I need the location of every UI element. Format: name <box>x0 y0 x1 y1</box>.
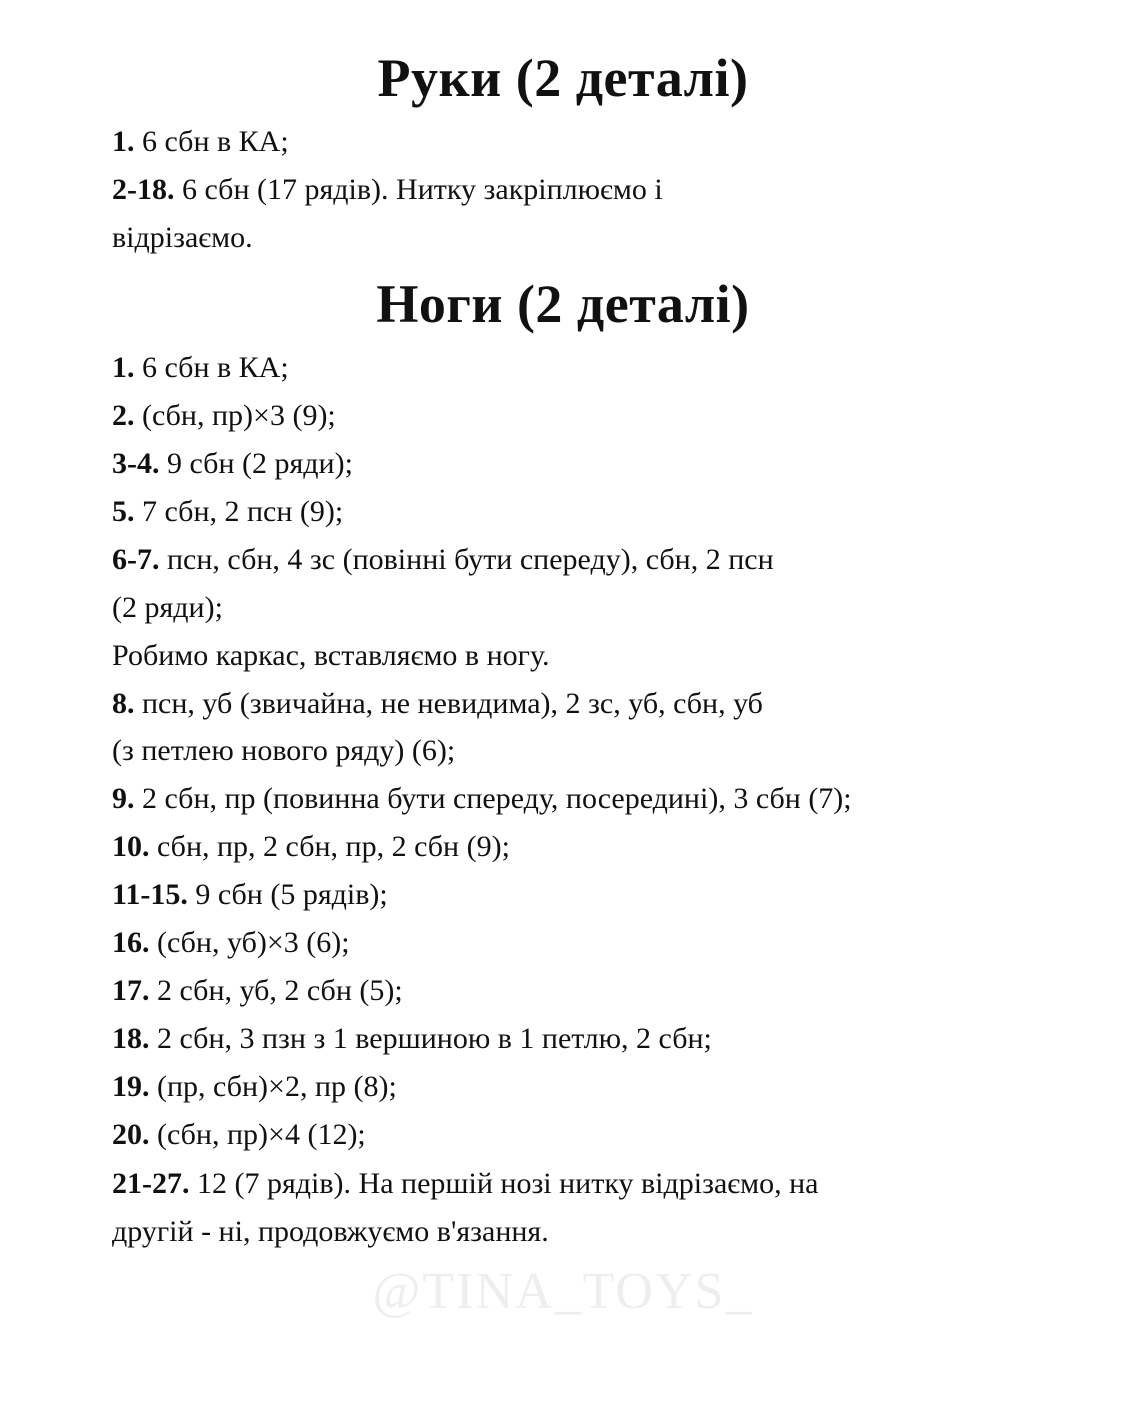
row-text: псн, уб (звичайна, не невидима), 2 зс, уб, сбн, уб <box>134 687 763 720</box>
watermark: @TINA_TOYS_ <box>372 1263 754 1320</box>
row-text: другій - ні, продовжуємо в'язання. <box>112 1215 549 1248</box>
instruction-line <box>112 731 1012 771</box>
instruction-line <box>112 540 1012 580</box>
row-text: (сбн, пр)×4 (12); <box>149 1118 366 1151</box>
row-text: 2 сбн, уб, 2 сбн (5); <box>149 974 403 1007</box>
row-text: (пр, сбн)×2, пр (8); <box>149 1070 397 1103</box>
row-text: 9 сбн (2 ряди); <box>159 447 353 480</box>
row-number: 20. <box>112 1118 150 1151</box>
instruction-line <box>112 1019 1012 1059</box>
row-text: 6 сбн (17 рядів). Нитку закріплюємо і <box>174 173 663 206</box>
row-text: 2 сбн, 3 пзн з 1 вершиною в 1 петлю, 2 сбн; <box>149 1022 712 1055</box>
row-number: 8. <box>112 687 135 720</box>
instruction-line <box>112 779 1012 819</box>
row-text: відрізаємо. <box>112 221 253 254</box>
row-number: 10. <box>112 830 150 863</box>
instruction-line <box>112 170 1012 210</box>
instruction-line <box>112 444 1012 484</box>
row-number: 18. <box>112 1022 150 1055</box>
instruction-line <box>112 1115 1012 1155</box>
row-number: 5. <box>112 495 135 528</box>
instruction-line <box>112 396 1012 436</box>
row-text: (з петлею нового ряду) (6); <box>112 734 456 767</box>
row-number: 6-7. <box>112 543 160 576</box>
instruction-line <box>112 875 1012 915</box>
instruction-line <box>112 348 1012 388</box>
row-number: 16. <box>112 926 150 959</box>
instruction-line <box>112 1067 1012 1107</box>
instruction-line <box>112 1164 1012 1204</box>
row-number: 11-15. <box>112 878 188 911</box>
row-number: 1. <box>112 351 135 384</box>
instruction-line <box>112 923 1012 963</box>
row-text: 7 сбн, 2 псн (9); <box>134 495 344 528</box>
row-number: 21-27. <box>112 1167 190 1200</box>
row-text: (2 ряди); <box>112 591 223 624</box>
row-number: 2. <box>112 399 135 432</box>
instruction-line <box>112 971 1012 1011</box>
instruction-line <box>112 1212 1012 1252</box>
instruction-line <box>112 122 1012 162</box>
row-text: сбн, пр, 2 сбн, пр, 2 сбн (9); <box>149 830 510 863</box>
row-number: 9. <box>112 782 135 815</box>
instruction-line <box>112 218 1012 258</box>
instruction-line <box>112 588 1012 628</box>
row-text: 9 сбн (5 рядів); <box>187 878 388 911</box>
instruction-line <box>112 492 1012 532</box>
row-number: 19. <box>112 1070 150 1103</box>
instruction-line <box>112 827 1012 867</box>
row-text: (сбн, пр)×3 (9); <box>134 399 336 432</box>
row-text: 6 сбн в КА; <box>134 351 289 384</box>
instruction-line <box>112 684 1012 724</box>
row-number: 1. <box>112 125 135 158</box>
row-text: Робимо каркас, вставляємо в ногу. <box>112 639 550 672</box>
row-text: (сбн, уб)×3 (6); <box>149 926 350 959</box>
section-title-arms: Руки (2 деталі) <box>377 48 749 108</box>
row-text: 6 сбн в КА; <box>134 125 289 158</box>
row-text: псн, сбн, 4 зс (повінні бути спереду), сбн, 2 псн <box>159 543 774 576</box>
row-number: 3-4. <box>112 447 160 480</box>
instruction-line <box>112 636 1012 676</box>
row-number: 2-18. <box>112 173 175 206</box>
section-title-legs: Ноги (2 деталі) <box>376 274 750 334</box>
row-text: 12 (7 рядів). На першій нозі нитку відрізаємо, на <box>189 1167 819 1200</box>
row-text: 2 сбн, пр (повинна бути спереду, посередині), 3 сбн (7); <box>134 782 852 815</box>
row-number: 17. <box>112 974 150 1007</box>
